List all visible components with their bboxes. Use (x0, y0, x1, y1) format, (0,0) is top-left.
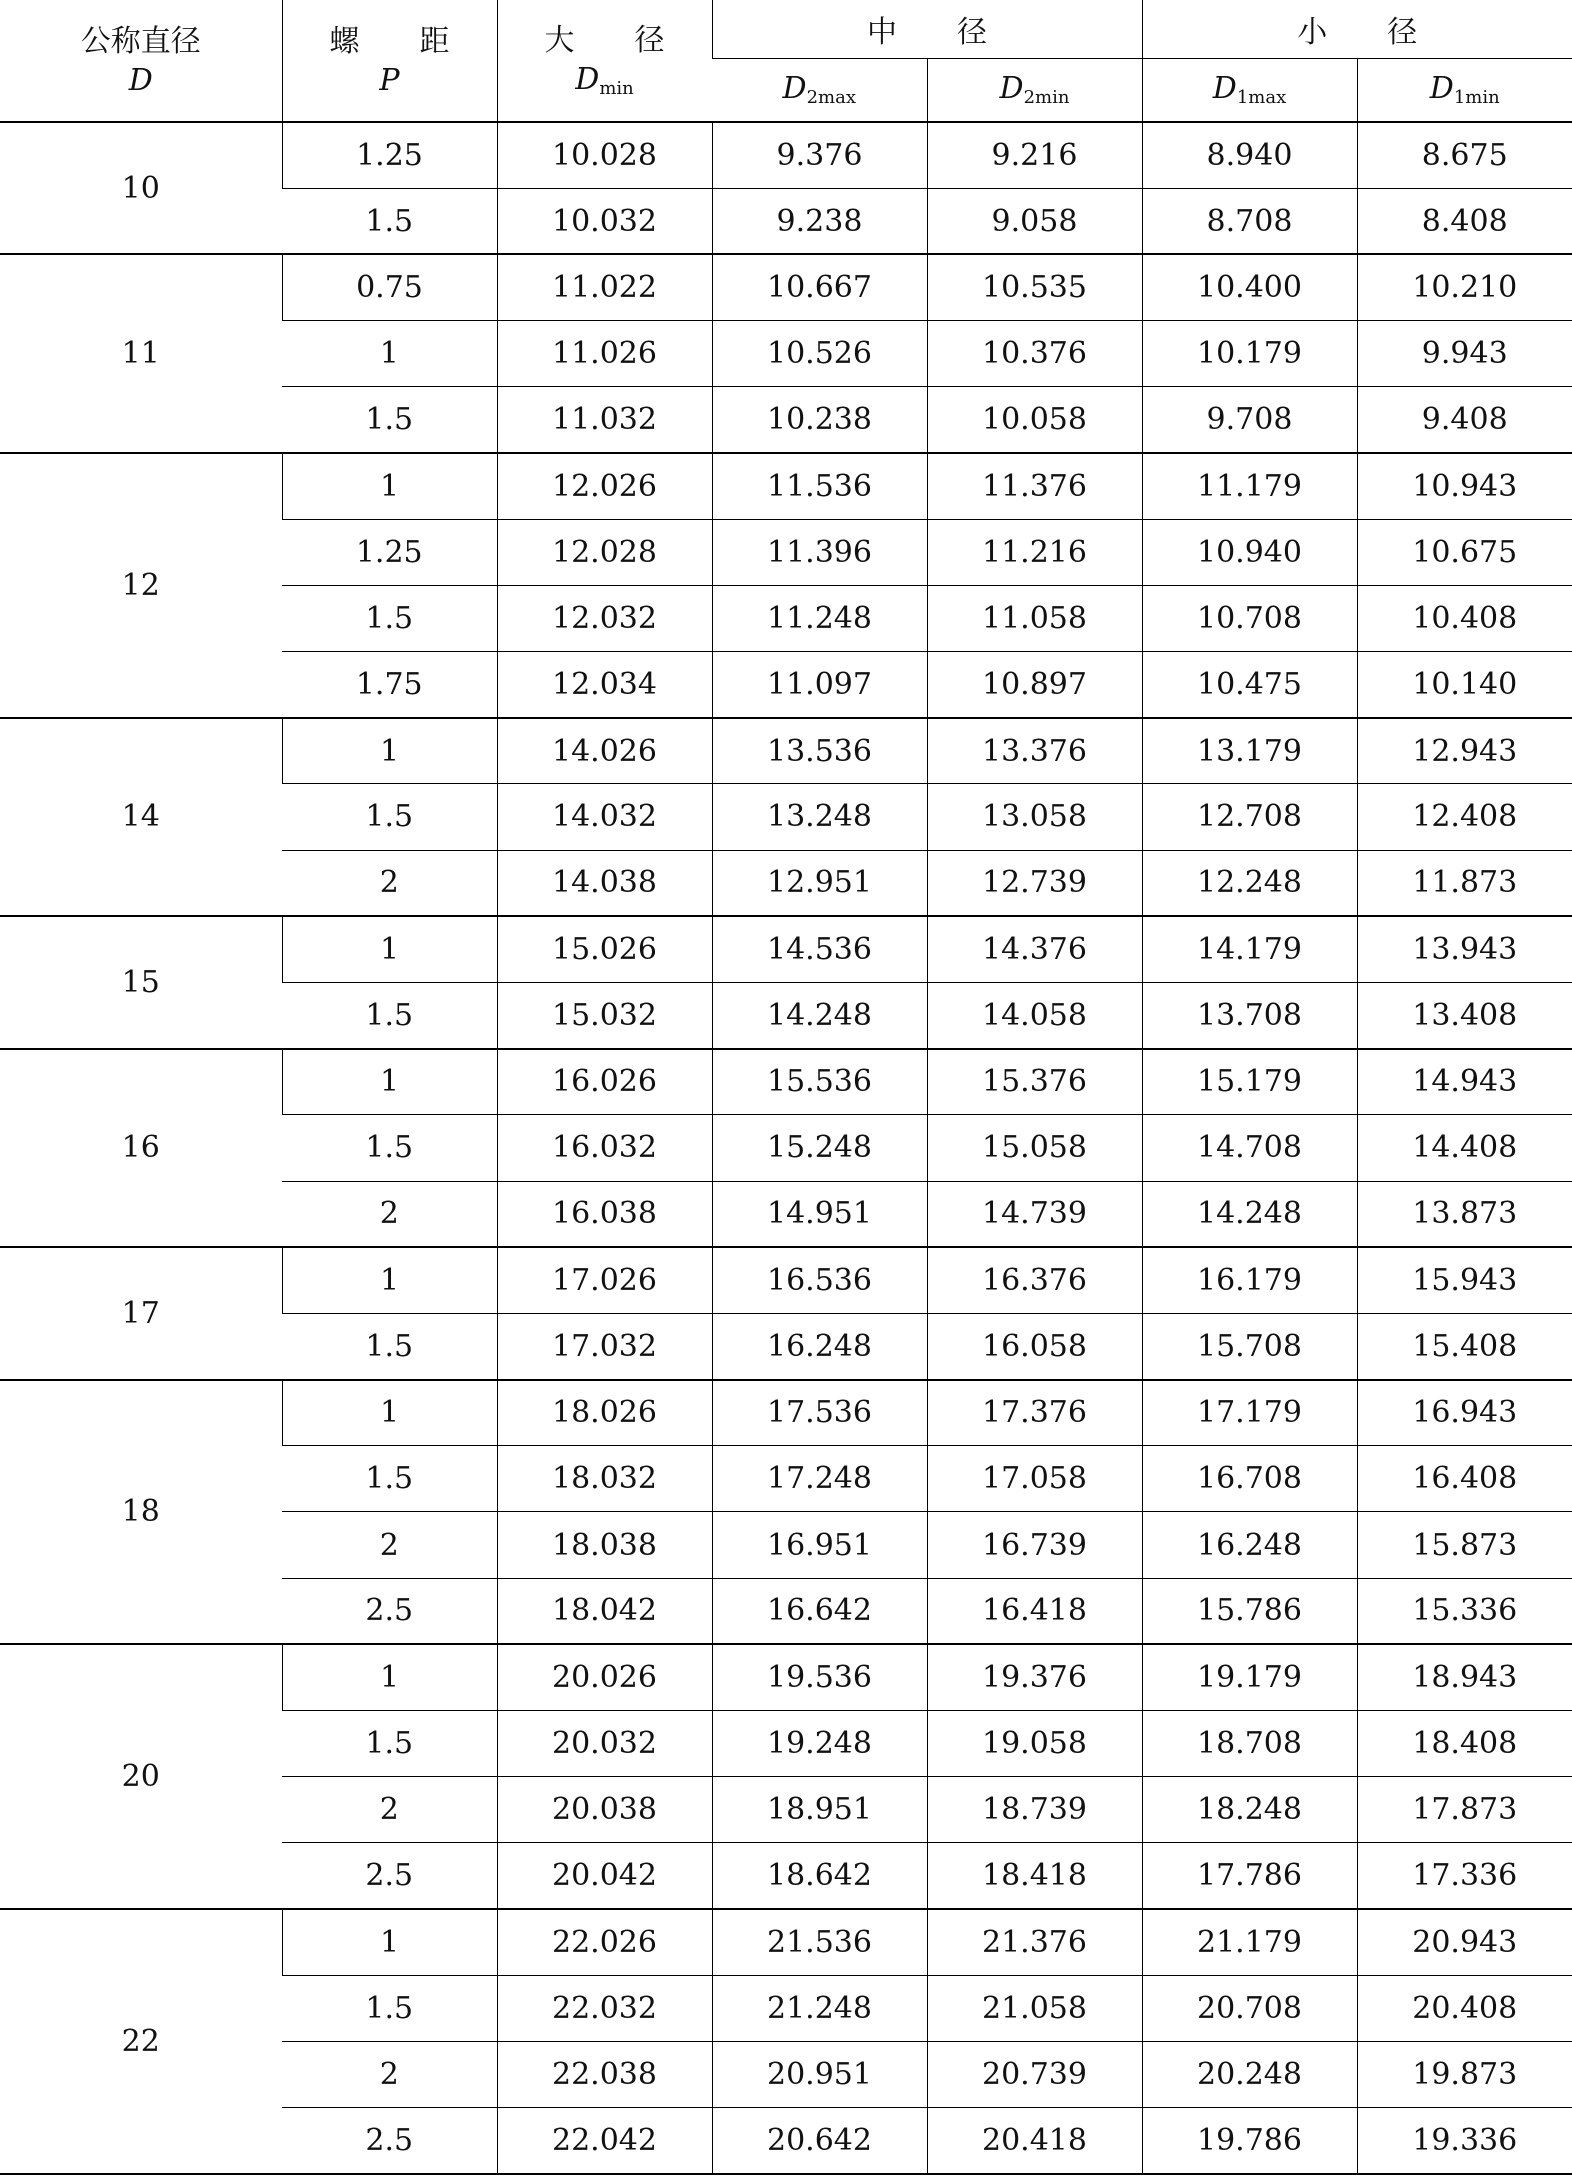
pitch-dia-min-cell: 10.058 (927, 387, 1142, 453)
header-pitch-diameter (712, 0, 1142, 58)
pitch-dia-max-cell: 14.536 (712, 916, 927, 982)
minor-max-cell: 15.179 (1142, 1049, 1357, 1115)
major-min-cell: 20.026 (497, 1644, 712, 1710)
header-minor-diameter-label: 小径 (1297, 14, 1478, 50)
pitch-dia-min-cell: 17.376 (927, 1380, 1142, 1446)
pitch-cell: 1.5 (282, 784, 497, 850)
pitch-dia-max-cell: 11.097 (712, 652, 927, 718)
pitch-dia-min-cell: 21.058 (927, 1975, 1142, 2041)
major-min-cell: 22.042 (497, 2108, 712, 2174)
table-row (0, 916, 1572, 982)
pitch-dia-min-cell: 9.216 (927, 122, 1142, 188)
minor-max-cell: 20.248 (1142, 2041, 1357, 2107)
nominal-diameter-cell: 17 (0, 1247, 282, 1379)
table-header (0, 0, 1572, 122)
pitch-dia-min-cell: 11.376 (927, 453, 1142, 519)
minor-max-cell: 10.400 (1142, 254, 1357, 320)
minor-min-cell: 15.873 (1357, 1512, 1572, 1578)
major-min-cell: 14.032 (497, 784, 712, 850)
minor-min-cell: 12.408 (1357, 784, 1572, 850)
pitch-cell: 2 (282, 2041, 497, 2107)
pitch-dia-max-cell: 14.951 (712, 1181, 927, 1247)
header-pitch-diameter-label: 中径 (867, 14, 1047, 50)
minor-max-cell: 19.786 (1142, 2108, 1357, 2174)
pitch-cell: 1.5 (282, 982, 497, 1048)
minor-max-cell: 8.940 (1142, 122, 1357, 188)
major-min-cell: 16.038 (497, 1181, 712, 1247)
minor-min-cell: 17.873 (1357, 1777, 1572, 1843)
pitch-dia-min-cell: 11.216 (927, 519, 1142, 585)
pitch-cell: 1 (282, 916, 497, 982)
minor-max-cell: 16.179 (1142, 1247, 1357, 1313)
minor-max-cell: 10.940 (1142, 519, 1357, 585)
minor-max-cell: 15.786 (1142, 1578, 1357, 1644)
pitch-dia-min-cell: 18.418 (927, 1843, 1142, 1909)
nominal-diameter-cell: 20 (0, 1644, 282, 1909)
minor-min-cell: 10.943 (1357, 453, 1572, 519)
pitch-cell: 1.5 (282, 1975, 497, 2041)
pitch-dia-max-cell: 11.248 (712, 585, 927, 651)
nominal-diameter-cell: 14 (0, 718, 282, 917)
major-min-cell: 15.026 (497, 916, 712, 982)
major-min-cell: 14.026 (497, 718, 712, 784)
minor-min-cell: 15.943 (1357, 1247, 1572, 1313)
minor-max-cell: 19.179 (1142, 1644, 1357, 1710)
nominal-diameter-cell: 10 (0, 122, 282, 254)
pitch-cell: 2 (282, 1777, 497, 1843)
pitch-cell: 1.5 (282, 585, 497, 651)
minor-min-cell: 20.943 (1357, 1909, 1572, 1975)
major-min-cell: 11.026 (497, 321, 712, 387)
header-d1max: $D_{1max}$ (1142, 58, 1357, 122)
header-nominal-symbol: D (128, 62, 153, 98)
pitch-dia-min-cell: 16.376 (927, 1247, 1142, 1313)
table-row (0, 1909, 1572, 1975)
minor-min-cell: 13.873 (1357, 1181, 1572, 1247)
minor-min-cell: 14.943 (1357, 1049, 1572, 1115)
table-row (0, 453, 1572, 519)
pitch-dia-min-cell: 19.058 (927, 1711, 1142, 1777)
pitch-cell: 1 (282, 718, 497, 784)
minor-min-cell: 15.408 (1357, 1313, 1572, 1379)
pitch-dia-min-cell: 17.058 (927, 1446, 1142, 1512)
pitch-cell: 1 (282, 1049, 497, 1115)
major-min-cell: 14.038 (497, 850, 712, 916)
pitch-dia-max-cell: 10.667 (712, 254, 927, 320)
pitch-cell: 1.5 (282, 1115, 497, 1181)
nominal-diameter-cell: 11 (0, 254, 282, 453)
pitch-dia-max-cell: 19.536 (712, 1644, 927, 1710)
minor-min-cell: 13.943 (1357, 916, 1572, 982)
major-min-cell: 12.034 (497, 652, 712, 718)
pitch-dia-min-cell: 18.739 (927, 1777, 1142, 1843)
pitch-cell: 1 (282, 1380, 497, 1446)
major-min-cell: 20.032 (497, 1711, 712, 1777)
major-min-cell: 20.038 (497, 1777, 712, 1843)
pitch-dia-max-cell: 13.536 (712, 718, 927, 784)
minor-min-cell: 19.336 (1357, 2108, 1572, 2174)
pitch-dia-min-cell: 10.535 (927, 254, 1142, 320)
pitch-dia-max-cell: 21.536 (712, 1909, 927, 1975)
minor-min-cell: 14.408 (1357, 1115, 1572, 1181)
minor-max-cell: 10.179 (1142, 321, 1357, 387)
pitch-dia-min-cell: 12.739 (927, 850, 1142, 916)
minor-max-cell: 8.708 (1142, 188, 1357, 254)
minor-min-cell: 20.408 (1357, 1975, 1572, 2041)
pitch-dia-min-cell: 9.058 (927, 188, 1142, 254)
header-pitch (282, 0, 510, 122)
minor-min-cell: 15.336 (1357, 1578, 1572, 1644)
minor-max-cell: 15.708 (1142, 1313, 1357, 1379)
minor-max-cell: 12.708 (1142, 784, 1357, 850)
pitch-dia-min-cell: 20.418 (927, 2108, 1142, 2174)
pitch-cell: 1.25 (282, 122, 497, 188)
header-major-label: 大径 (544, 22, 725, 58)
table-row (0, 1049, 1572, 1115)
pitch-dia-min-cell: 14.739 (927, 1181, 1142, 1247)
major-min-cell: 18.032 (497, 1446, 712, 1512)
minor-min-cell: 17.336 (1357, 1843, 1572, 1909)
pitch-cell: 1 (282, 1909, 497, 1975)
pitch-dia-max-cell: 10.526 (712, 321, 927, 387)
major-min-cell: 16.026 (497, 1049, 712, 1115)
major-min-cell: 12.026 (497, 453, 712, 519)
pitch-dia-max-cell: 9.238 (712, 188, 927, 254)
major-min-cell: 11.022 (497, 254, 712, 320)
pitch-dia-max-cell: 16.951 (712, 1512, 927, 1578)
pitch-dia-max-cell: 11.396 (712, 519, 927, 585)
minor-max-cell: 16.248 (1142, 1512, 1357, 1578)
nominal-diameter-cell: 12 (0, 453, 282, 718)
pitch-cell: 2 (282, 850, 497, 916)
pitch-dia-max-cell: 16.536 (712, 1247, 927, 1313)
header-major-diameter (497, 0, 725, 122)
pitch-dia-min-cell: 16.418 (927, 1578, 1142, 1644)
minor-min-cell: 13.408 (1357, 982, 1572, 1048)
pitch-dia-max-cell: 18.642 (712, 1843, 927, 1909)
table-row (0, 1380, 1572, 1446)
pitch-cell: 1.5 (282, 1313, 497, 1379)
minor-max-cell: 11.179 (1142, 453, 1357, 519)
pitch-dia-max-cell: 13.248 (712, 784, 927, 850)
pitch-dia-min-cell: 14.376 (927, 916, 1142, 982)
header-major-symbol: $D_{min}$ (575, 61, 634, 99)
table-row (0, 254, 1572, 320)
pitch-cell: 1 (282, 453, 497, 519)
pitch-cell: 1.5 (282, 387, 497, 453)
pitch-dia-min-cell: 15.376 (927, 1049, 1142, 1115)
table-row (0, 718, 1572, 784)
pitch-cell: 1.75 (282, 652, 497, 718)
minor-max-cell: 20.708 (1142, 1975, 1357, 2041)
pitch-dia-min-cell: 10.376 (927, 321, 1142, 387)
pitch-cell: 2 (282, 1181, 497, 1247)
major-min-cell: 15.032 (497, 982, 712, 1048)
pitch-cell: 1.5 (282, 1711, 497, 1777)
minor-min-cell: 10.408 (1357, 585, 1572, 651)
table-row (0, 1247, 1572, 1313)
pitch-cell: 1 (282, 1644, 497, 1710)
pitch-dia-min-cell: 14.058 (927, 982, 1142, 1048)
header-pitch-label: 螺距 (329, 23, 510, 59)
major-min-cell: 17.032 (497, 1313, 712, 1379)
minor-max-cell: 14.179 (1142, 916, 1357, 982)
minor-max-cell: 17.786 (1142, 1843, 1357, 1909)
pitch-dia-max-cell: 12.951 (712, 850, 927, 916)
minor-min-cell: 9.943 (1357, 321, 1572, 387)
minor-min-cell: 12.943 (1357, 718, 1572, 784)
minor-min-cell: 16.943 (1357, 1380, 1572, 1446)
pitch-dia-max-cell: 20.951 (712, 2041, 927, 2107)
pitch-dia-min-cell: 19.376 (927, 1644, 1142, 1710)
pitch-dia-max-cell: 19.248 (712, 1711, 927, 1777)
header-nominal-label: 公称直径 (80, 23, 201, 59)
pitch-cell: 1.5 (282, 1446, 497, 1512)
minor-min-cell: 10.675 (1357, 519, 1572, 585)
minor-min-cell: 10.210 (1357, 254, 1572, 320)
pitch-dia-min-cell: 20.739 (927, 2041, 1142, 2107)
header-d1min: $D_{1min}$ (1357, 58, 1572, 122)
major-min-cell: 20.042 (497, 1843, 712, 1909)
major-min-cell: 12.028 (497, 519, 712, 585)
nominal-diameter-cell: 16 (0, 1049, 282, 1248)
major-min-cell: 10.032 (497, 188, 712, 254)
pitch-cell: 2.5 (282, 2108, 497, 2174)
pitch-dia-min-cell: 15.058 (927, 1115, 1142, 1181)
major-min-cell: 18.038 (497, 1512, 712, 1578)
minor-min-cell: 8.675 (1357, 122, 1572, 188)
table-row (0, 122, 1572, 188)
pitch-dia-min-cell: 11.058 (927, 585, 1142, 651)
major-min-cell: 12.032 (497, 585, 712, 651)
minor-max-cell: 21.179 (1142, 1909, 1357, 1975)
pitch-dia-min-cell: 16.739 (927, 1512, 1142, 1578)
minor-min-cell: 11.873 (1357, 850, 1572, 916)
major-min-cell: 11.032 (497, 387, 712, 453)
minor-max-cell: 14.248 (1142, 1181, 1357, 1247)
pitch-dia-max-cell: 16.248 (712, 1313, 927, 1379)
pitch-dia-max-cell: 15.248 (712, 1115, 927, 1181)
major-min-cell: 22.026 (497, 1909, 712, 1975)
pitch-cell: 1.5 (282, 188, 497, 254)
header-minor-diameter (1142, 0, 1572, 58)
minor-min-cell: 8.408 (1357, 188, 1572, 254)
pitch-dia-max-cell: 21.248 (712, 1975, 927, 2041)
pitch-dia-min-cell: 13.376 (927, 718, 1142, 784)
pitch-cell: 0.75 (282, 254, 497, 320)
pitch-dia-max-cell: 9.376 (712, 122, 927, 188)
pitch-cell: 1.25 (282, 519, 497, 585)
major-min-cell: 18.026 (497, 1380, 712, 1446)
minor-min-cell: 18.408 (1357, 1711, 1572, 1777)
minor-min-cell: 18.943 (1357, 1644, 1572, 1710)
minor-max-cell: 10.708 (1142, 585, 1357, 651)
major-min-cell: 22.038 (497, 2041, 712, 2107)
major-min-cell: 18.042 (497, 1578, 712, 1644)
minor-max-cell: 14.708 (1142, 1115, 1357, 1181)
major-min-cell: 22.032 (497, 1975, 712, 2041)
pitch-dia-max-cell: 18.951 (712, 1777, 927, 1843)
pitch-dia-max-cell: 16.642 (712, 1578, 927, 1644)
minor-max-cell: 10.475 (1142, 652, 1357, 718)
header-d2min: $D_{2min}$ (927, 58, 1142, 122)
nominal-diameter-cell: 22 (0, 1909, 282, 2174)
minor-min-cell: 19.873 (1357, 2041, 1572, 2107)
minor-max-cell: 9.708 (1142, 387, 1357, 453)
pitch-dia-min-cell: 13.058 (927, 784, 1142, 850)
pitch-dia-min-cell: 16.058 (927, 1313, 1142, 1379)
pitch-dia-max-cell: 11.536 (712, 453, 927, 519)
pitch-dia-max-cell: 17.536 (712, 1380, 927, 1446)
nominal-diameter-cell: 18 (0, 1380, 282, 1645)
header-nominal-diameter (0, 0, 282, 122)
minor-min-cell: 9.408 (1357, 387, 1572, 453)
major-min-cell: 17.026 (497, 1247, 712, 1313)
minor-max-cell: 18.248 (1142, 1777, 1357, 1843)
minor-max-cell: 13.179 (1142, 718, 1357, 784)
table-row (0, 1644, 1572, 1710)
pitch-dia-max-cell: 15.536 (712, 1049, 927, 1115)
pitch-dia-max-cell: 10.238 (712, 387, 927, 453)
major-min-cell: 16.032 (497, 1115, 712, 1181)
minor-max-cell: 12.248 (1142, 850, 1357, 916)
minor-max-cell: 16.708 (1142, 1446, 1357, 1512)
minor-max-cell: 13.708 (1142, 982, 1357, 1048)
pitch-dia-min-cell: 10.897 (927, 652, 1142, 718)
pitch-dia-min-cell: 21.376 (927, 1909, 1142, 1975)
header-d2max: $D_{2max}$ (712, 58, 927, 122)
pitch-cell: 1 (282, 321, 497, 387)
pitch-dia-max-cell: 17.248 (712, 1446, 927, 1512)
pitch-cell: 2 (282, 1512, 497, 1578)
minor-min-cell: 10.140 (1357, 652, 1572, 718)
pitch-cell: 2.5 (282, 1578, 497, 1644)
nominal-diameter-cell: 15 (0, 916, 282, 1048)
pitch-cell: 2.5 (282, 1843, 497, 1909)
minor-min-cell: 16.408 (1357, 1446, 1572, 1512)
pitch-dia-max-cell: 14.248 (712, 982, 927, 1048)
major-min-cell: 10.028 (497, 122, 712, 188)
minor-max-cell: 18.708 (1142, 1711, 1357, 1777)
header-pitch-symbol: P (379, 62, 400, 98)
pitch-dia-max-cell: 20.642 (712, 2108, 927, 2174)
minor-max-cell: 17.179 (1142, 1380, 1357, 1446)
pitch-cell: 1 (282, 1247, 497, 1313)
table-body (0, 122, 1572, 2174)
